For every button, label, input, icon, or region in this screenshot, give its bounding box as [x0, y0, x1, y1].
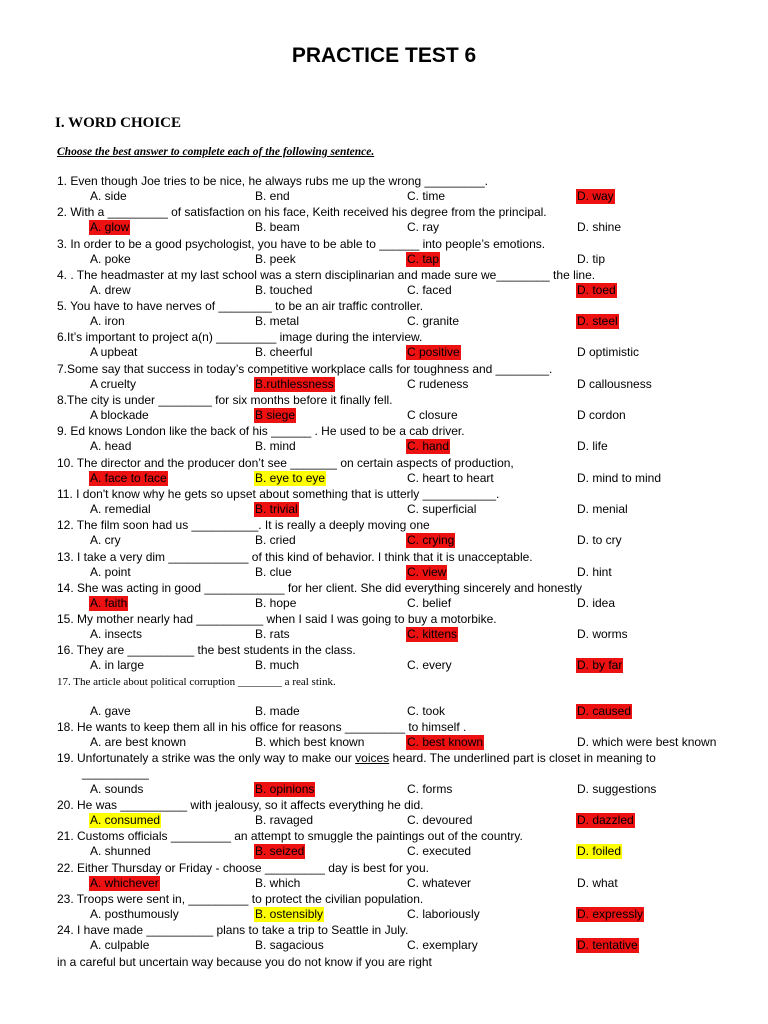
answer-option-a[interactable]: A. whichever	[90, 875, 159, 890]
answer-option-b[interactable]: B. cried	[255, 533, 296, 548]
question-list	[0, 174, 768, 970]
answer-option-b[interactable]: B. ostensibly	[255, 906, 324, 921]
answer-option-b[interactable]: B siege	[255, 408, 296, 423]
answer-option-b[interactable]: B. ravaged	[255, 813, 314, 828]
answer-option-b[interactable]: B. cheerful	[255, 345, 313, 360]
question-15	[0, 612, 768, 643]
answer-option-c[interactable]: C. every	[407, 658, 452, 673]
question-stem: 12. The film soon had us __________. It is really a deeply moving one	[57, 518, 430, 533]
question-22	[0, 861, 768, 892]
answer-option-b[interactable]: B. peek	[255, 251, 296, 266]
answer-option-c[interactable]: C. best known	[407, 734, 484, 749]
page-title: PRACTICE TEST 6	[291, 44, 477, 67]
answer-option-b[interactable]: B. which	[255, 875, 301, 890]
answer-option-b[interactable]: B. end	[255, 189, 290, 203]
question-stem: 10. The director and the producer don’t see _______ on certain aspects of production,	[57, 455, 514, 470]
question-17	[0, 675, 768, 720]
answer-option-d[interactable]: D. shine	[577, 220, 622, 235]
answer-option-b[interactable]: B. mind	[255, 439, 296, 454]
answer-option-d[interactable]: D. which were best known	[577, 734, 717, 749]
answer-option-a[interactable]: A. remedial	[90, 501, 151, 516]
answer-option-d[interactable]: D. menial	[577, 501, 628, 516]
question-stem: 15. My mother nearly had __________ when I said I was going to buy a motorbike.	[57, 612, 497, 627]
answer-option-a[interactable]: A. point	[90, 564, 131, 579]
answer-option-c[interactable]: C. laboriously	[407, 906, 480, 921]
question-9	[0, 424, 768, 455]
answer-option-a[interactable]: A. shunned	[90, 844, 151, 859]
answer-option-a[interactable]: A. glow	[90, 220, 130, 235]
question-stem: 6.It’s important to project a(n) _________ image during the interview.	[57, 330, 423, 345]
answer-option-d[interactable]: D. life	[577, 439, 608, 454]
answer-option-a[interactable]: A. are best known	[90, 734, 187, 749]
answer-option-d[interactable]: D. steel	[577, 314, 618, 329]
question-stem: 17. The article about political corruption ________ a real stink.	[57, 675, 336, 688]
question-20	[0, 798, 768, 829]
question-16	[0, 643, 768, 674]
question-14	[0, 581, 768, 612]
answer-option-b[interactable]: B. sagacious	[255, 938, 324, 953]
question-stem-blank: __________	[82, 766, 149, 781]
underlined-word: voices	[355, 751, 390, 766]
answer-option-b[interactable]: B. beam	[255, 220, 300, 235]
answer-option-a[interactable]: A. head	[90, 439, 132, 454]
question-24	[0, 923, 768, 954]
answer-option-a[interactable]: A. iron	[90, 314, 125, 329]
question-stem: 22. Either Thursday or Friday - choose _________ day is best for you.	[57, 860, 429, 875]
question-stem	[57, 751, 656, 766]
answer-option-c[interactable]: C. belief	[407, 595, 452, 610]
answer-option-a[interactable]: A. drew	[90, 282, 131, 297]
answer-option-a[interactable]: A. side	[90, 189, 127, 203]
answer-option-a[interactable]: A. faith	[90, 595, 128, 610]
answer-option-a[interactable]: A blockade	[90, 408, 149, 423]
question-stem: 11. I don't know why he gets so upset about something that is utterly ___________.	[57, 486, 500, 501]
answer-option-a[interactable]: A. cry	[90, 533, 121, 548]
question-8	[0, 393, 768, 424]
answer-option-a[interactable]: A. posthumously	[90, 906, 179, 921]
question-stem: 23. Troops were sent in, _________ to protect the civilian population.	[57, 891, 424, 906]
question-19	[0, 751, 768, 798]
answer-option-a[interactable]: A upbeat	[90, 345, 138, 360]
question-stem: 7.Some say that success in today’s competitive workplace calls for toughness and ________.	[57, 361, 553, 376]
answer-option-d[interactable]: D. tip	[577, 251, 606, 266]
question-stem: 9. Ed knows London like the back of his ______ . He used to be a cab driver.	[57, 424, 465, 439]
answer-option-b[interactable]: B. opinions	[255, 782, 315, 797]
answer-option-d[interactable]: D optimistic	[577, 345, 640, 360]
answer-option-c[interactable]: C. time	[407, 189, 446, 203]
question-11	[0, 487, 768, 518]
answer-option-c[interactable]: C. kittens	[407, 627, 458, 642]
question-stem: 18. He wants to keep them all in his office for reasons _________ to himself .	[57, 719, 467, 734]
answer-option-b[interactable]: B. eye to eye	[255, 470, 326, 485]
stem-part: 19. Unfortunately a strike was the only way to make our	[57, 751, 356, 766]
question-21	[0, 829, 768, 860]
question-6	[0, 330, 768, 361]
answer-option-b[interactable]: B. trivial	[255, 501, 298, 516]
question-4	[0, 268, 768, 299]
answer-option-a[interactable]: A cruelty	[90, 376, 137, 391]
question-18	[0, 720, 768, 751]
answer-option-c[interactable]: C. superficial	[407, 501, 477, 516]
answer-option-c[interactable]: C closure	[407, 408, 458, 423]
question-12	[0, 518, 768, 549]
answer-option-d[interactable]: D cordon	[577, 408, 626, 423]
question-stem: 14. She was acting in good ____________ for her client. She did everything sincerely and honestly	[57, 580, 583, 595]
answer-option-c[interactable]: C. heart to heart	[407, 470, 494, 485]
section-heading: I. WORD CHOICE	[55, 115, 181, 131]
answer-option-c[interactable]: C positive	[407, 345, 460, 360]
question-7	[0, 362, 768, 393]
question-1	[0, 174, 768, 205]
answer-option-c[interactable]: C. exemplary	[407, 938, 478, 953]
answer-option-d[interactable]: D. by far	[577, 658, 623, 673]
answer-option-d[interactable]: D. idea	[577, 595, 616, 610]
answer-option-a[interactable]: A. culpable	[90, 938, 150, 953]
answer-option-b[interactable]: B. much	[255, 658, 300, 673]
answer-option-d[interactable]: D. tentative	[577, 938, 638, 953]
answer-option-d[interactable]: D. suggestions	[577, 782, 657, 797]
answer-option-c[interactable]: C. faced	[407, 282, 452, 297]
answer-option-c[interactable]: C. view	[407, 564, 447, 579]
answer-option-c[interactable]: C. granite	[407, 314, 460, 329]
question-stem: 20. He was __________ with jealousy, so it affects everything he did.	[57, 798, 424, 813]
answer-option-b[interactable]: B. hope	[255, 595, 297, 610]
question-3	[0, 237, 768, 268]
answer-option-b[interactable]: B. clue	[255, 564, 292, 579]
answer-option-c[interactable]: C. took	[407, 703, 446, 718]
question-23	[0, 892, 768, 923]
answer-option-a[interactable]: A. sounds	[90, 782, 144, 797]
answer-option-c[interactable]: C. crying	[407, 533, 455, 548]
answer-option-b[interactable]: B. made	[255, 703, 300, 718]
answer-option-d[interactable]: D. what	[577, 875, 618, 890]
answer-option-b[interactable]: B. which best known	[255, 734, 365, 749]
answer-option-c[interactable]: C. forms	[407, 782, 453, 797]
question-2	[0, 205, 768, 236]
answer-option-a[interactable]: A. face to face	[90, 470, 167, 485]
answer-option-c[interactable]: C rudeness	[407, 376, 469, 391]
answer-option-c[interactable]: C. devoured	[407, 813, 473, 828]
question-5	[0, 299, 768, 330]
question-13	[0, 550, 768, 581]
stem-part: heard. The underlined part is closet in meaning to	[389, 751, 656, 766]
answer-option-c[interactable]: C. hand	[407, 439, 450, 454]
question-10	[0, 456, 768, 487]
answer-option-b[interactable]: B. rats	[255, 627, 290, 642]
answer-option-a[interactable]: A. consumed	[90, 813, 161, 828]
answer-option-c[interactable]: C. tap	[407, 251, 440, 266]
answer-option-a[interactable]: A. insects	[90, 627, 143, 642]
answer-option-c[interactable]: C. executed	[407, 844, 472, 859]
answer-option-d[interactable]: D. hint	[577, 564, 612, 579]
answer-option-c[interactable]: C. ray	[407, 220, 440, 235]
question-stem: 24. I have made __________ plans to take a trip to Seattle in July.	[57, 923, 409, 938]
answer-option-b[interactable]: B. metal	[255, 314, 300, 329]
answer-option-a[interactable]: A. poke	[90, 251, 131, 266]
question-stem: 2. With a _________ of satisfaction on his face, Keith received his degree from the principal.	[57, 205, 547, 220]
answer-option-a[interactable]: A. in large	[90, 658, 145, 673]
answer-option-d[interactable]: D. mind to mind	[577, 470, 662, 485]
question-stem: 5. You have to have nerves of ________ to be an air traffic controller.	[57, 299, 424, 314]
answer-option-d[interactable]: D. worms	[577, 627, 628, 642]
answer-option-d[interactable]: D. way	[577, 189, 614, 203]
answer-option-d[interactable]: D. caused	[577, 703, 632, 718]
question-stem: 8.The city is under ________ for six months before it finally fell.	[57, 393, 393, 408]
answer-option-d[interactable]: D callousness	[577, 376, 652, 391]
answer-option-c[interactable]: C. whatever	[407, 875, 472, 890]
question-stem: 3. In order to be a good psychologist, you have to be able to ______ into people’s emotions.	[57, 236, 546, 251]
question-stem: 4. . The headmaster at my last school was a stern disciplinarian and made sure we________ the line.	[57, 267, 596, 282]
question-stem: 16. They are __________ the best students in the class.	[57, 643, 356, 658]
answer-option-b[interactable]: B. touched	[255, 282, 313, 297]
answer-option-b[interactable]: B.ruthlessness	[255, 376, 334, 391]
answer-option-b[interactable]: B. seized	[255, 844, 305, 859]
answer-option-d[interactable]: D. expressly	[577, 906, 644, 921]
answer-option-a[interactable]: A. gave	[90, 703, 131, 718]
answer-option-d[interactable]: D. toed	[577, 282, 616, 297]
answer-option-d[interactable]: D. to cry	[577, 533, 622, 548]
answer-option-d[interactable]: D. foiled	[577, 844, 622, 859]
question-stem: 21. Customs officials _________ an attempt to smuggle the paintings out of the country.	[57, 829, 523, 844]
answer-option-d[interactable]: D. dazzled	[577, 813, 634, 828]
question-stem: 1. Even though Joe tries to be nice, he always rubs me up the wrong _________.	[57, 174, 488, 188]
question-stem: 13. I take a very dim ____________ of this kind of behavior. I think that it is unacceptable.	[57, 549, 533, 564]
footer-note: in a careful but uncertain way because you do not know if you are right	[57, 954, 432, 969]
instruction-text: Choose the best answer to complete each of the following sentence.	[57, 146, 375, 158]
